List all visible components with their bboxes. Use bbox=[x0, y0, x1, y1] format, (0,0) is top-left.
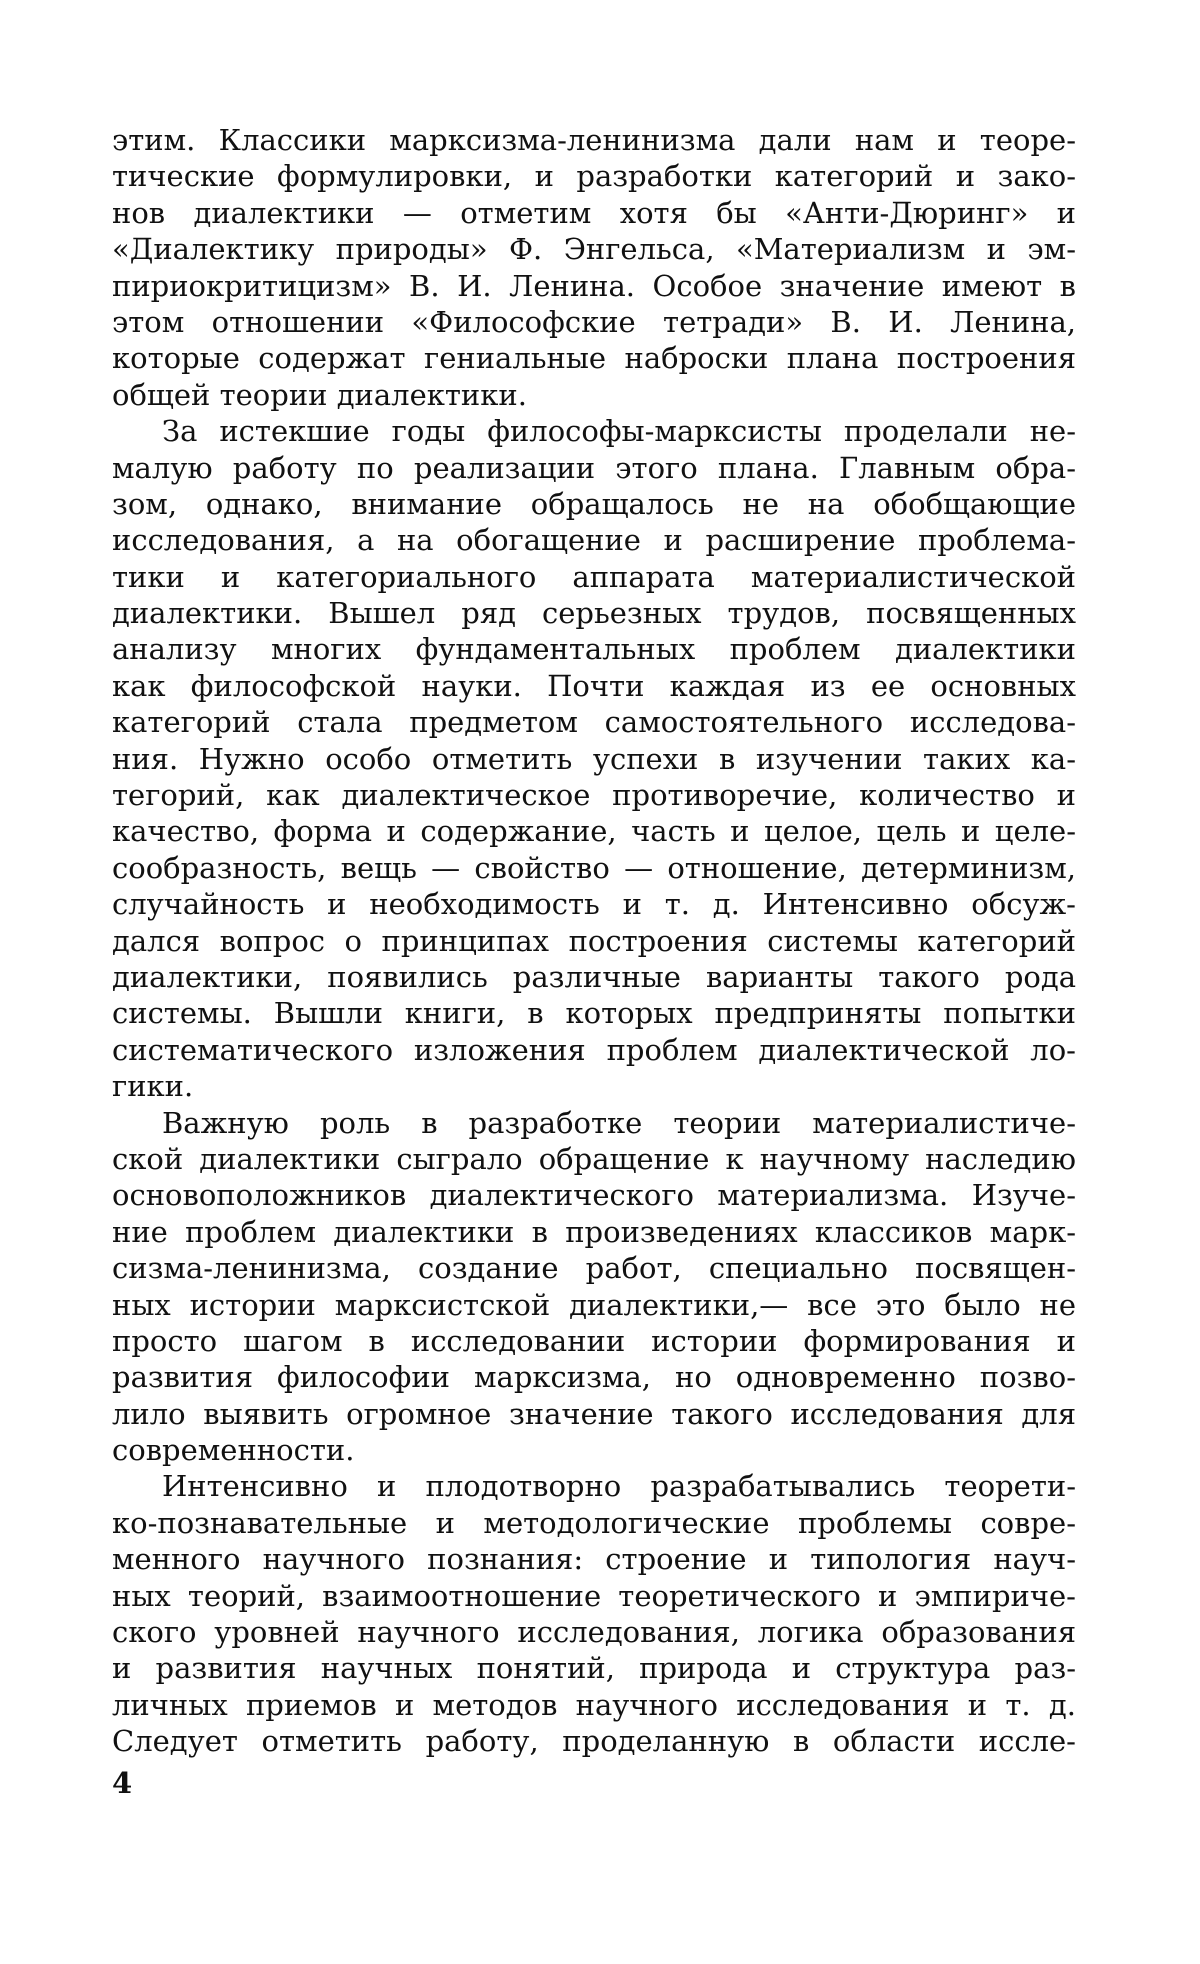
text-line: ние проблем диалектики в произведениях классиков марк- bbox=[112, 1214, 1076, 1249]
text-line: диалектики. Вышел ряд серьезных трудов, посвященных bbox=[112, 596, 1076, 631]
text-line: просто шагом в исследовании истории формирования и bbox=[112, 1323, 1076, 1358]
body-text bbox=[112, 122, 1076, 1760]
text-line: ния. Нужно особо отметить успехи в изучении таких ка- bbox=[112, 741, 1076, 776]
text-line: системы. Вышли книги, в которых предприняты попытки bbox=[112, 996, 1076, 1031]
text-line: категорий стала предметом самостоятельного исследова- bbox=[112, 705, 1076, 740]
text-line: современности. bbox=[112, 1433, 355, 1468]
text-line: личных приемов и методов научного исследования и т. д. bbox=[112, 1687, 1076, 1722]
text-line: Интенсивно и плодотворно разрабатывались теорети- bbox=[162, 1469, 1076, 1504]
text-line: тические формулировки, и разработки категорий и зако- bbox=[112, 159, 1076, 194]
paragraph bbox=[112, 413, 1076, 1104]
text-line: ных истории марксистской диалектики,— все это было не bbox=[112, 1287, 1076, 1322]
text-line: тегорий, как диалектическое противоречие, количество и bbox=[112, 778, 1076, 813]
text-line: которые содержат гениальные наброски плана построения bbox=[112, 341, 1076, 376]
text-line: нов диалектики — отметим хотя бы «Анти-Дюринг» и bbox=[112, 195, 1076, 230]
text-line: этом отношении «Философские тетради» В. И. Ленина, bbox=[112, 304, 1076, 339]
text-line: и развития научных понятий, природа и структура раз- bbox=[112, 1651, 1076, 1686]
text-line: развития философии марксизма, но одновременно позво- bbox=[112, 1360, 1076, 1395]
page-number: 4 bbox=[112, 1766, 133, 1800]
text-line: Важную роль в разработке теории материалистиче- bbox=[162, 1105, 1076, 1140]
paragraph bbox=[112, 122, 1076, 413]
text-line: этим. Классики марксизма-ленинизма дали нам и теоре- bbox=[112, 123, 1076, 157]
text-line: ской диалектики сыграло обращение к научному наследию bbox=[112, 1141, 1076, 1176]
text-line: как философской науки. Почти каждая из ее основных bbox=[112, 668, 1076, 703]
text-line: общей теории диалектики. bbox=[112, 377, 527, 412]
text-line: менного научного познания: строение и типология науч- bbox=[112, 1542, 1076, 1577]
text-line: сообразность, вещь — свойство — отношение, детерминизм, bbox=[112, 850, 1076, 885]
text-line: анализу многих фундаментальных проблем диалектики bbox=[112, 632, 1076, 667]
text-line: лило выявить огромное значение такого исследования для bbox=[112, 1396, 1076, 1431]
text-line: малую работу по реализации этого плана. Главным обра- bbox=[112, 450, 1076, 485]
text-line: ко-познавательные и методологические проблемы совре- bbox=[112, 1505, 1076, 1540]
text-line: гики. bbox=[112, 1069, 194, 1104]
text-line: случайность и необходимость и т. д. Интенсивно обсуж- bbox=[112, 887, 1076, 922]
text-line: исследования, а на обогащение и расширение проблема- bbox=[112, 523, 1076, 558]
text-line: сизма-ленинизма, создание работ, специально посвящен- bbox=[112, 1251, 1076, 1286]
text-line: Следует отметить работу, проделанную в области иссле- bbox=[112, 1724, 1076, 1759]
text-line: За истекшие годы философы-марксисты проделали не- bbox=[162, 414, 1076, 449]
text-line: «Диалектику природы» Ф. Энгельса, «Материализм и эм- bbox=[112, 232, 1076, 267]
text-line: систематического изложения проблем диалектической ло- bbox=[112, 1032, 1076, 1067]
text-line: пириокритицизм» В. И. Ленина. Особое значение имеют в bbox=[112, 268, 1076, 303]
text-line: тики и категориального аппарата материалистической bbox=[112, 559, 1076, 594]
paragraph bbox=[112, 1468, 1076, 1759]
paragraph bbox=[112, 1105, 1076, 1469]
text-line: зом, однако, внимание обращалось не на обобщающие bbox=[112, 486, 1076, 521]
text-line: дался вопрос о принципах построения системы категорий bbox=[112, 923, 1076, 958]
text-line: ского уровней научного исследования, логика образования bbox=[112, 1615, 1076, 1650]
text-line: диалектики, появились различные варианты такого рода bbox=[112, 959, 1076, 994]
text-line: ных теорий, взаимоотношение теоретического и эмпириче- bbox=[112, 1578, 1076, 1613]
text-line: качество, форма и содержание, часть и целое, цель и целе- bbox=[112, 814, 1076, 849]
text-line: основоположников диалектического материализма. Изуче- bbox=[112, 1178, 1076, 1213]
